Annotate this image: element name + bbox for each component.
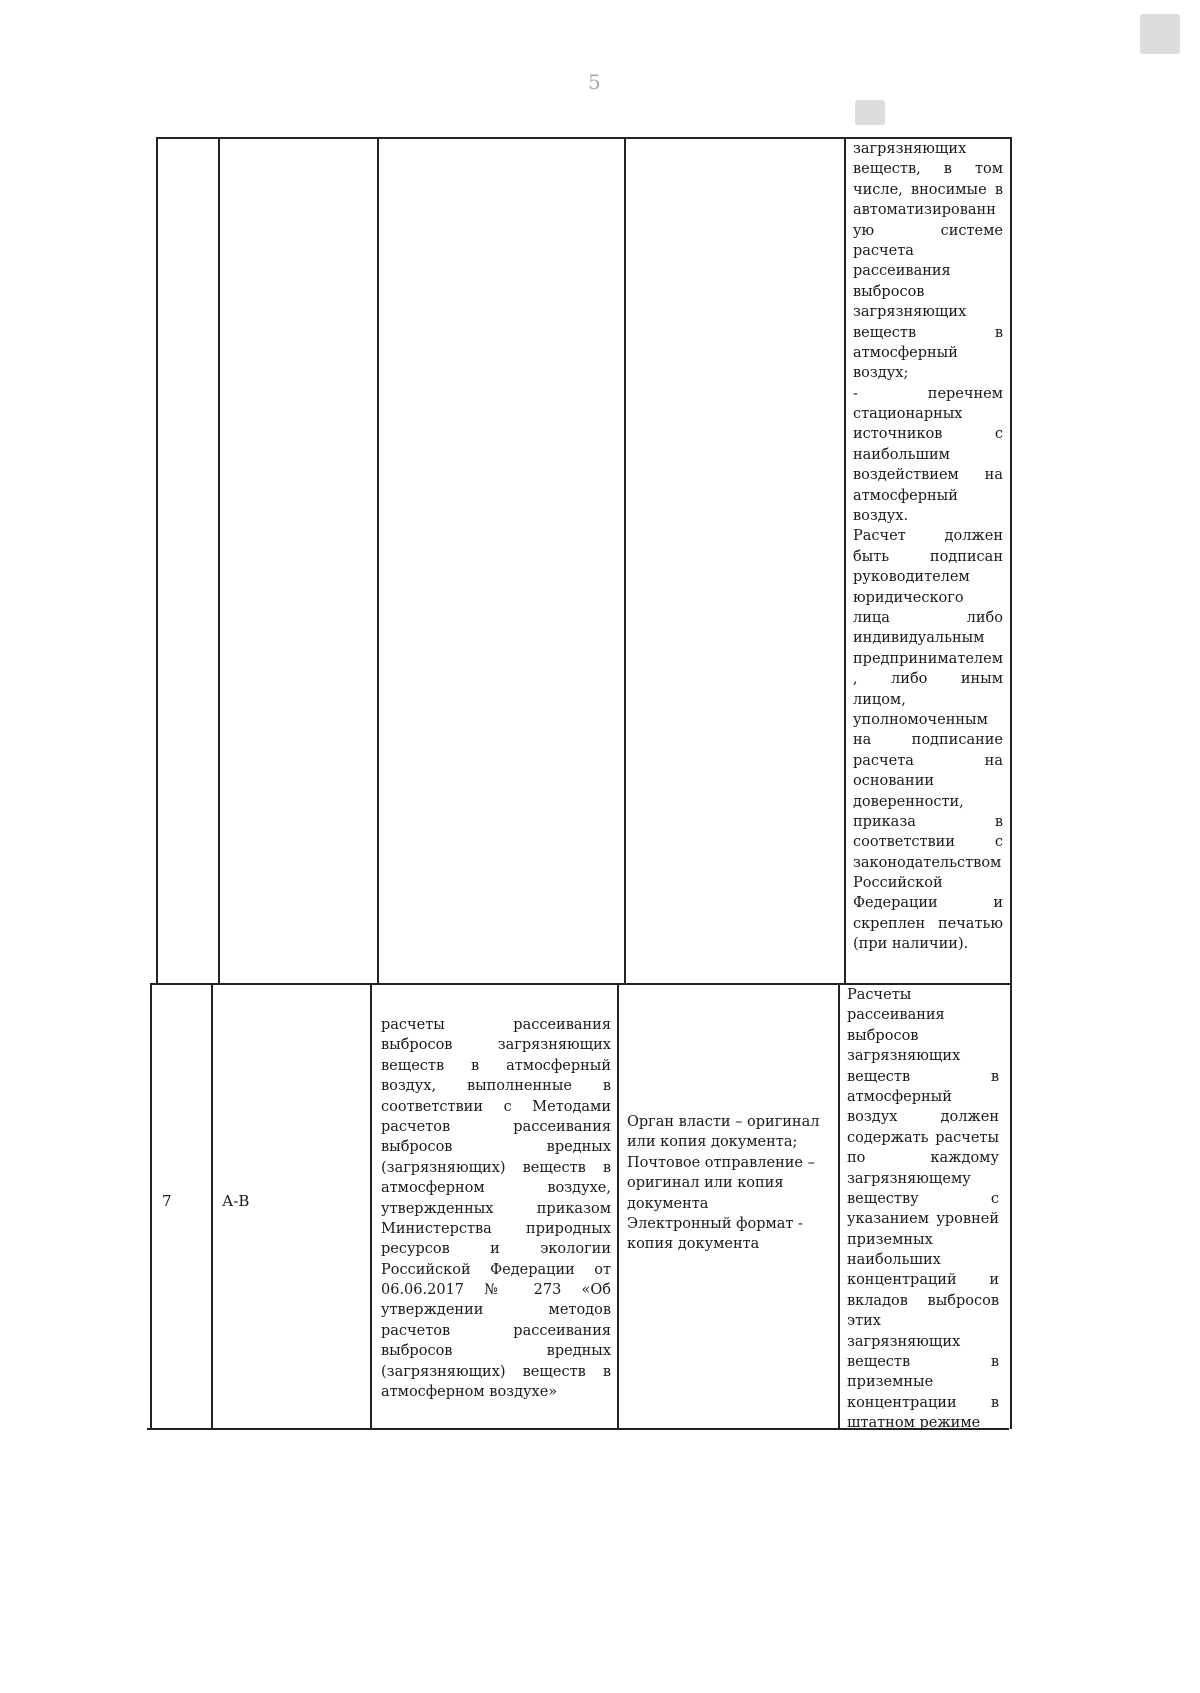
text-line: скреплен печатью bbox=[853, 915, 1003, 932]
text-line: приземных bbox=[847, 1231, 933, 1248]
text-line: документа bbox=[627, 1195, 709, 1212]
text-line: уполномоченным bbox=[853, 711, 988, 728]
text-line: 06.06.2017 № 273 «Об bbox=[381, 1282, 611, 1299]
text-line: веществ в bbox=[847, 1354, 999, 1371]
text-line: предпринимателем bbox=[853, 650, 1003, 667]
text-line: расчета bbox=[853, 242, 914, 259]
text-line: выбросов bbox=[847, 1027, 919, 1044]
col-border bbox=[838, 983, 840, 1429]
text-line: атмосферный bbox=[853, 344, 958, 361]
text-line: расчета на bbox=[853, 752, 1003, 769]
text-line: загрязняющих bbox=[853, 141, 967, 157]
text-line: (при наличии). bbox=[853, 936, 969, 953]
text-line: утвержденных приказом bbox=[381, 1200, 611, 1217]
row-number: 7 bbox=[162, 1192, 172, 1210]
text-line: атмосферном воздухе» bbox=[381, 1384, 558, 1401]
text-line: Министерства природных bbox=[381, 1220, 611, 1237]
text-line: основании bbox=[853, 773, 935, 790]
text-line: атмосферный bbox=[853, 487, 958, 504]
col-border bbox=[617, 983, 619, 1429]
text-line: расчеты рассеивания bbox=[381, 1017, 611, 1033]
text-line: Расчеты bbox=[847, 987, 912, 1003]
text-line: расчетов рассеивания bbox=[381, 1322, 611, 1339]
text-line: числе, вносимые в bbox=[853, 181, 1003, 198]
text-line: наибольшим bbox=[853, 446, 950, 463]
text-line: Электронный формат - bbox=[627, 1215, 803, 1232]
text-line: наибольших bbox=[847, 1252, 941, 1269]
text-line: расчетов рассеивания bbox=[381, 1118, 611, 1135]
scan-noise bbox=[855, 100, 885, 125]
text-line: указанием уровней bbox=[847, 1211, 999, 1228]
text-line: выбросов bbox=[853, 283, 925, 300]
text-line: соответствии с bbox=[853, 834, 1003, 851]
text-line: ресурсов и экологии bbox=[381, 1241, 611, 1258]
text-line: этих bbox=[847, 1313, 881, 1330]
text-line: рассеивания bbox=[847, 1007, 945, 1024]
text-line: (загрязняющих) веществ в bbox=[381, 1159, 611, 1176]
text-line: соответствии с Методами bbox=[381, 1098, 611, 1115]
text-line: - перечнем bbox=[853, 385, 1003, 402]
col-border bbox=[377, 137, 379, 983]
page-number: 5 bbox=[588, 70, 601, 94]
text-line: на подписание bbox=[853, 732, 1003, 749]
col-border bbox=[156, 137, 158, 983]
text-line: атмосферном воздухе, bbox=[381, 1180, 611, 1197]
text-line: веществу с bbox=[847, 1190, 999, 1207]
text-line: , либо иным bbox=[853, 671, 1003, 688]
scan-noise bbox=[1140, 14, 1180, 54]
text-line: автоматизированн bbox=[853, 202, 996, 219]
text-line: загрязняющих bbox=[847, 1048, 961, 1065]
text-line: утверждении методов bbox=[381, 1302, 611, 1319]
text-line: стационарных bbox=[853, 406, 963, 423]
text-line: Орган власти – оригинал bbox=[627, 1114, 820, 1130]
text-line: оригинал или копия bbox=[627, 1175, 784, 1192]
text-line: Федерации и bbox=[853, 895, 1003, 912]
text-line: рассеивания bbox=[853, 263, 951, 280]
document-name-cell bbox=[381, 1015, 611, 1402]
text-line: или копия документа; bbox=[627, 1134, 798, 1151]
text-line: воздействием на bbox=[853, 467, 1003, 484]
col-border bbox=[150, 983, 152, 1429]
text-line: ую системе bbox=[853, 222, 1003, 239]
text-line: копия документа bbox=[627, 1236, 760, 1253]
text-line: лицом, bbox=[853, 691, 906, 708]
text-line: веществ в bbox=[847, 1068, 999, 1085]
text-line: концентраций и bbox=[847, 1272, 999, 1289]
text-line: загрязняющих bbox=[853, 304, 967, 321]
requirements-cell bbox=[847, 985, 999, 1434]
prev-row-requirements-cell bbox=[853, 139, 1003, 955]
text-line: веществ в bbox=[853, 324, 1003, 341]
row-category: А-В bbox=[222, 1192, 250, 1210]
text-line: воздух должен bbox=[847, 1109, 999, 1126]
col-border bbox=[1010, 137, 1012, 1429]
text-line: выбросов загрязняющих bbox=[381, 1037, 611, 1054]
col-border bbox=[370, 983, 372, 1429]
text-line: руководителем bbox=[853, 569, 970, 586]
text-line: приказа в bbox=[853, 813, 1003, 830]
text-line: Расчет должен bbox=[853, 528, 1003, 545]
text-line: загрязняющих bbox=[847, 1333, 961, 1350]
col-border bbox=[624, 137, 626, 983]
text-line: юридического bbox=[853, 589, 964, 606]
text-line: выбросов вредных bbox=[381, 1139, 611, 1156]
text-line: Российской bbox=[853, 875, 943, 892]
text-line: вкладов выбросов bbox=[847, 1292, 999, 1309]
text-line: загрязняющему bbox=[847, 1170, 971, 1187]
text-line: законодательством bbox=[853, 854, 1002, 871]
text-line: Почтовое отправление – bbox=[627, 1154, 815, 1171]
text-line: штатном режиме bbox=[847, 1415, 981, 1432]
text-line: Российской Федерации от bbox=[381, 1261, 611, 1278]
text-line: концентрации в bbox=[847, 1394, 999, 1411]
text-line: лица либо bbox=[853, 609, 1003, 626]
text-line: (загрязняющих) веществ в bbox=[381, 1363, 611, 1380]
text-line: источников с bbox=[853, 426, 1003, 443]
submission-method-cell bbox=[627, 1112, 832, 1255]
text-line: воздух, выполненные в bbox=[381, 1078, 611, 1095]
text-line: воздух; bbox=[853, 365, 909, 382]
text-line: выбросов вредных bbox=[381, 1343, 611, 1360]
text-line: индивидуальным bbox=[853, 630, 985, 647]
col-border bbox=[218, 137, 220, 983]
text-line: приземные bbox=[847, 1374, 934, 1391]
col-border bbox=[211, 983, 213, 1429]
text-line: доверенности, bbox=[853, 793, 964, 810]
text-line: быть подписан bbox=[853, 548, 1003, 565]
col-border bbox=[844, 137, 846, 983]
text-line: по каждому bbox=[847, 1150, 999, 1167]
text-line: веществ, в том bbox=[853, 161, 1003, 178]
text-line: воздух. bbox=[853, 508, 909, 525]
text-line: атмосферный bbox=[847, 1088, 952, 1105]
text-line: веществ в атмосферный bbox=[381, 1057, 611, 1074]
text-line: содержать расчеты bbox=[847, 1129, 999, 1146]
